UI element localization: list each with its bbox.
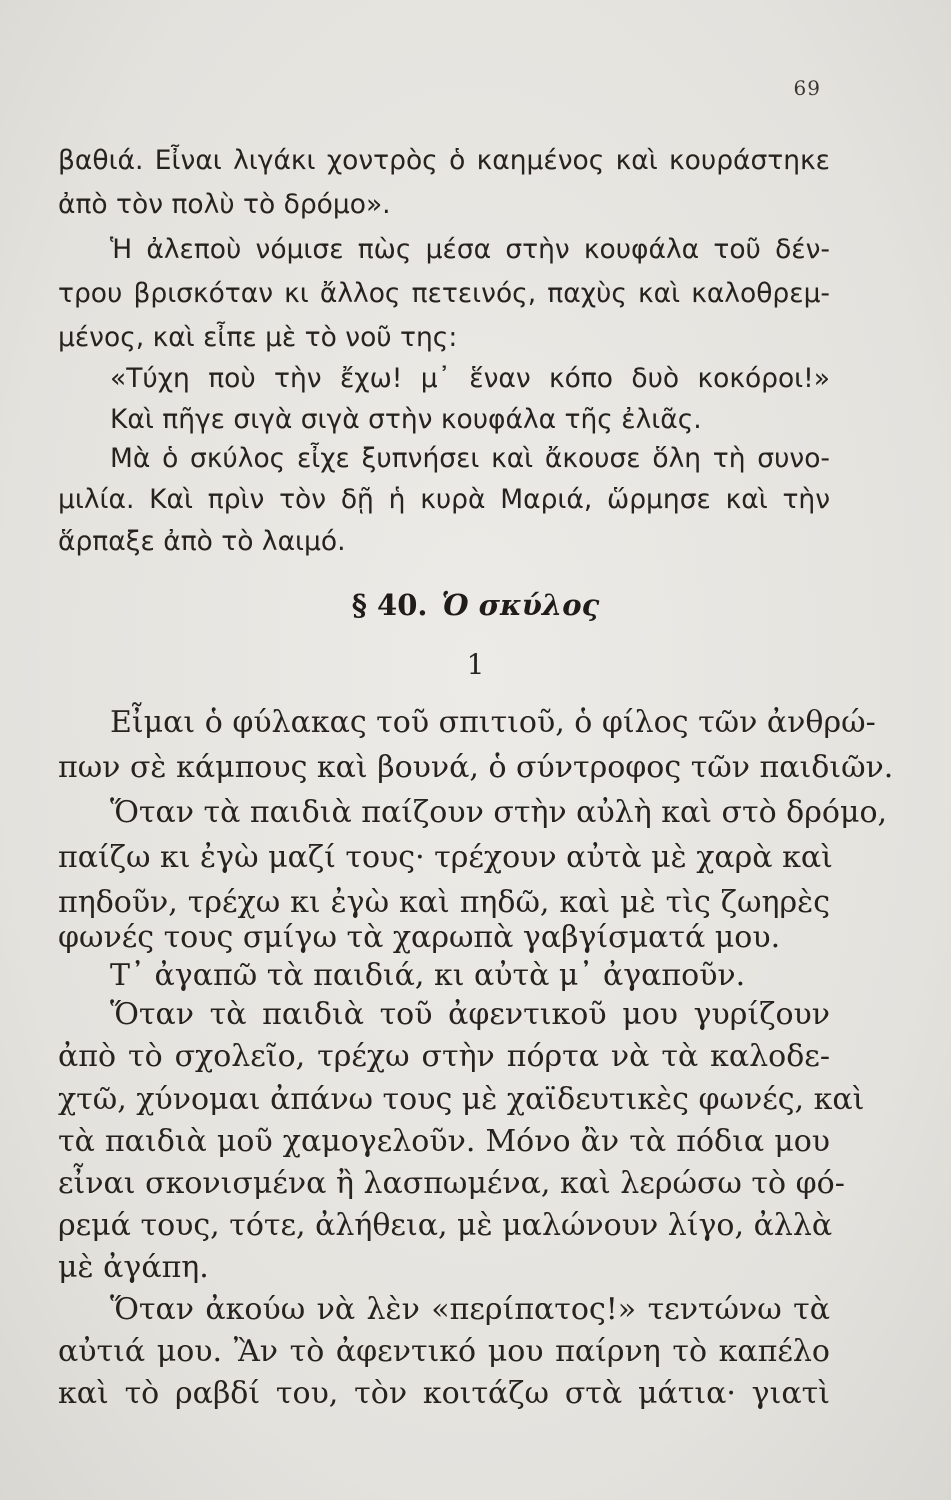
text-line: φωνές τους σμίγω τὰ χαρωπὰ γαβγίσματά μου. <box>58 920 781 955</box>
text-line: τρου βρισκόταν κι ἄλλος πετεινός, παχὺς καὶ καλοθρεμ- <box>58 278 830 309</box>
text-line: Καὶ πῆγε σιγὰ σιγὰ στὴν κουφάλα τῆς ἐλιᾶς. <box>110 404 702 435</box>
text-line: ἀπὸ τὸ σχολεῖο, τρέχω στὴν πόρτα νὰ τὰ καλοδε- <box>58 1039 830 1074</box>
section-heading <box>0 588 951 622</box>
text-line: παίζω κι ἐγὼ μαζί τους· τρέχουν αὐτὰ μὲ χαρὰ καὶ <box>58 840 833 875</box>
text-line: ἅρπαξε ἀπὸ τὸ λαιμό. <box>58 526 346 557</box>
text-line: πηδοῦν, τρέχω κι ἐγὼ καὶ πηδῶ, καὶ μὲ τὶς ζωηρὲς <box>58 885 830 920</box>
text-line: «Τύχη ποὺ τὴν ἔχω! μ᾿ ἕναν κόπο δυὸ κοκόροι!» <box>110 363 830 394</box>
text-line: Ὅταν τὰ παιδιὰ παίζουν στὴν αὐλὴ καὶ στὸ δρόμο, <box>110 795 888 830</box>
text-line: μένος, καὶ εἶπε μὲ τὸ νοῦ της: <box>58 322 458 353</box>
text-line: Τ᾿ ἀγαπῶ τὰ παιδιά, κι αὐτὰ μ᾿ ἀγαποῦν. <box>110 958 746 993</box>
text-line: μιλία. Καὶ πρὶν τὸν δῇ ἡ κυρὰ Μαριά, ὥρμησε καὶ τὴν <box>58 484 830 515</box>
text-line: καὶ τὸ ραβδί του, τὸν κοιτάζω στὰ μάτια· γιατὶ <box>58 1376 830 1411</box>
text-line: ἀπὸ τὸν πολὺ τὸ δρόμο». <box>58 189 391 220</box>
text-line: αὐτιά μου. Ἂν τὸ ἀφεντικό μου παίρνη τὸ καπέλο <box>58 1334 830 1369</box>
text-line: ρεμά τους, τότε, ἀλήθεια, μὲ μαλώνουν λίγο, ἀλλὰ <box>58 1208 833 1243</box>
text-line: Εἶμαι ὁ φύλακας τοῦ σπιτιοῦ, ὁ φίλος τῶν ἀνθρώ- <box>110 705 876 740</box>
text-line: Ἡ ἀλεποὺ νόμισε πὼς μέσα στὴν κουφάλα τοῦ δέν- <box>110 234 830 265</box>
text-line: χτῶ, χύνομαι ἀπάνω τους μὲ χαϊδευτικὲς φωνές, καὶ <box>58 1082 865 1117</box>
text-line: Ὅταν τὰ παιδιὰ τοῦ ἀφεντικοῦ μου γυρίζουν <box>110 997 830 1032</box>
section-number: § 40. <box>351 588 428 622</box>
section-title: Ὁ σκύλος <box>441 588 600 622</box>
text-line: βαθιά. Εἶναι λιγάκι χοντρὸς ὁ καημένος καὶ κουράστηκε <box>58 145 830 176</box>
text-line: Μὰ ὁ σκύλος εἶχε ξυπνήσει καὶ ἄκουσε ὅλη τὴ συνο- <box>110 443 830 474</box>
page-number: 69 <box>793 76 821 100</box>
section-part-number: 1 <box>466 648 485 681</box>
text-line: Ὅταν ἀκούω νὰ λὲν «περίπατος!» τεντώνω τὰ <box>110 1292 830 1327</box>
text-line: εἶναι σκονισμένα ἢ λασπωμένα, καὶ λερώσω τὸ φό- <box>58 1166 845 1201</box>
text-line: πων σὲ κάμπους καὶ βουνά, ὁ σύντροφος τῶν παιδιῶν. <box>58 750 894 785</box>
text-line: μὲ ἀγάπη. <box>58 1250 209 1285</box>
text-line: τὰ παιδιὰ μοῦ χαμογελοῦν. Μόνο ἂν τὰ πόδια μου <box>58 1124 830 1159</box>
